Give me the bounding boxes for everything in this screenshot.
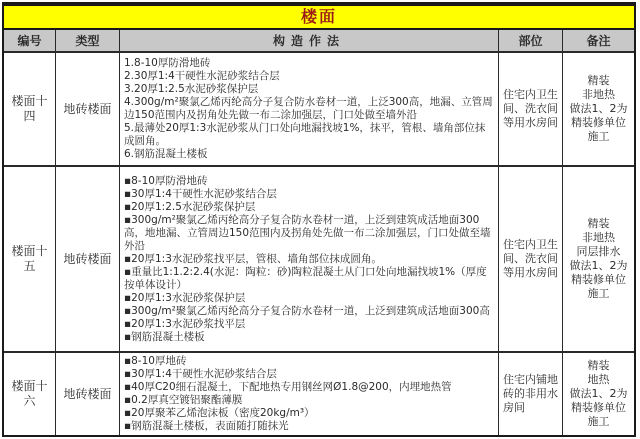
method-line: ▪30厚1:4干硬性水泥砂浆结合层 <box>124 187 277 200</box>
row-method <box>120 353 499 435</box>
method-line: 5.最薄处20厚1:3水泥砂浆从门口处向地漏找坡1%，抹平，管根、墙角部位抹成圆角。 <box>124 122 486 147</box>
header-id: 编号 <box>4 30 56 51</box>
row-type: 地砖楼面 <box>56 53 120 165</box>
method-line: ▪钢筋混凝土楼板 <box>124 330 205 343</box>
method-line: ▪30厚1:4干硬性水泥砂浆结合层 <box>124 368 277 380</box>
note-line: 地热 <box>587 373 610 386</box>
header-location: 部位 <box>499 30 563 51</box>
method-line: ▪8-10厚地砖 <box>124 355 187 367</box>
note-line: 精装 <box>587 74 610 87</box>
row-location: 住宅内铺地砖的非用水房间 <box>499 353 563 435</box>
note-line: 同层排水 <box>576 245 621 258</box>
method-line: ▪20厚1:3水泥砂浆找平层，管根、墙角部位抹成圆角。 <box>124 252 382 265</box>
note-line: 施工 <box>587 130 610 143</box>
row-method <box>120 167 499 351</box>
note-line: 做法1、2为 <box>569 387 628 400</box>
note-line: 施工 <box>587 287 610 300</box>
method-line: ▪20厚1:3水泥砂浆保护层 <box>124 291 246 304</box>
header-row <box>4 30 634 53</box>
method-line: 1.8-10厚防滑地砖 <box>124 57 211 69</box>
row-type: 地砖楼面 <box>56 167 120 351</box>
note-line: 做法1、2为 <box>569 102 628 115</box>
note-line: 精装 <box>587 359 610 372</box>
method-line: ▪钢筋混凝土楼板，表面随打随抹光 <box>124 420 289 432</box>
method-line: ▪8-10厚防滑地砖 <box>124 174 208 187</box>
note-line: 非地热 <box>582 231 615 244</box>
row-id: 楼面十六 <box>4 353 56 435</box>
row-notes <box>563 353 634 435</box>
table-row-floor-15 <box>4 167 634 353</box>
note-line: 精装 <box>587 217 610 230</box>
header-type: 类型 <box>56 30 120 51</box>
note-line: 做法1、2为 <box>569 259 628 272</box>
note-line: 精装修单位 <box>571 273 626 286</box>
floor-construction-table <box>2 2 636 437</box>
row-notes <box>563 53 634 165</box>
table-row-floor-16 <box>4 353 634 435</box>
table-title: 楼面 <box>4 6 634 30</box>
method-line: ▪20厚1:3水泥砂浆找平层 <box>124 317 246 330</box>
header-method: 构造作法 <box>120 30 499 51</box>
row-notes <box>563 167 634 351</box>
row-type: 地砖楼面 <box>56 353 120 435</box>
note-line: 施工 <box>587 415 610 428</box>
note-line: 精装修单位 <box>571 401 626 414</box>
method-line: 4.300g/m²聚氯乙烯丙纶高分子复合防水卷材一道，上泛300高，地漏、立管周边150范围内及拐角处先做一布二涂加强层，门口处做至墙外沿 <box>124 96 493 121</box>
method-line: ▪300g/m²聚氯乙烯丙纶高分子复合防水卷材一道，上泛到建筑成活地面300高 <box>124 304 490 317</box>
row-method <box>120 53 499 165</box>
note-line: 精装修单位 <box>571 116 626 129</box>
method-line: 6.钢筋混凝土楼板 <box>124 148 208 160</box>
method-line: ▪300g/m²聚氯乙烯丙纶高分子复合防水卷材一道，上泛到建筑成活地面300高，地地漏、立管周边150范围内及拐角处先做一布二涂加强层，门口处做至墙外沿 <box>124 213 491 252</box>
row-location: 住宅内卫生间、洗衣间等用水房间 <box>499 167 563 351</box>
method-line: ▪20厚1:2.5水泥砂浆保护层 <box>124 200 256 213</box>
row-id: 楼面十五 <box>4 167 56 351</box>
row-id: 楼面十四 <box>4 53 56 165</box>
method-line: ▪20厚聚苯乙烯泡沫板（密度20kg/m³） <box>124 407 315 419</box>
method-line: 3.20厚1:2.5水泥砂浆保护层 <box>124 83 259 95</box>
note-line: 非地热 <box>582 88 615 101</box>
method-line: ▪0.2厚真空镀铝聚酯薄膜 <box>124 394 243 406</box>
header-notes: 备注 <box>586 34 611 48</box>
row-location: 住宅内卫生间、洗衣间等用水房间 <box>499 53 563 165</box>
table-row-floor-14 <box>4 53 634 167</box>
method-line: ▪40厚C20细石混凝土，下配地热专用钢丝网Ø1.8@200，内埋地热管 <box>124 381 452 393</box>
method-line: 2.30厚1:4干硬性水泥砂浆结合层 <box>124 70 280 82</box>
method-line: ▪重量比1:1.2:2.4(水泥：陶粒：砂)陶粒混凝土从门口处向地漏找坡1%（厚度按单体设计） <box>124 265 487 291</box>
